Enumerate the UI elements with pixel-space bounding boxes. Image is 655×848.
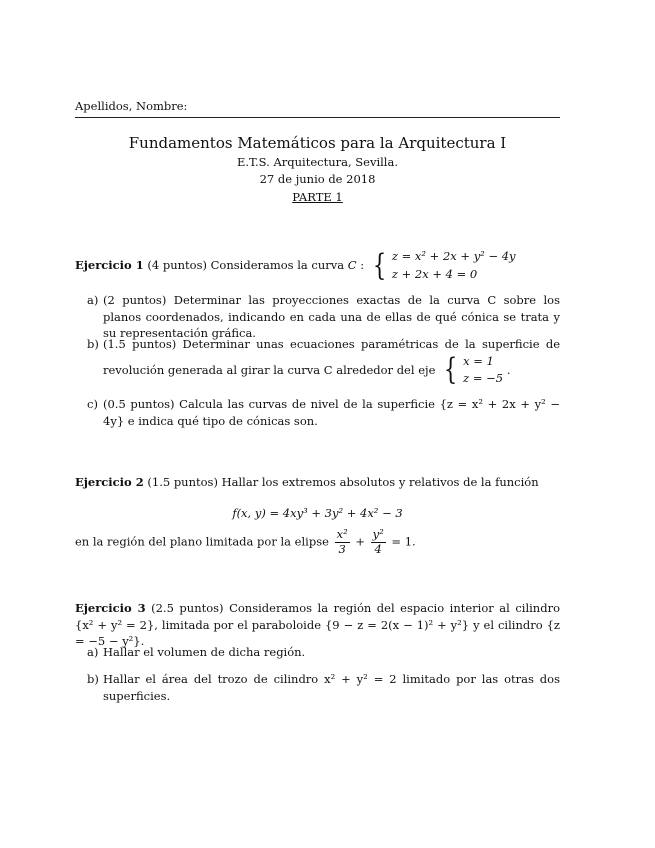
region-text: en la región del plano limitada por la elipse <box>75 534 329 549</box>
item-label: a) <box>87 645 99 659</box>
item-text: (2 puntos) Determinar las proyecciones exactas de la curva C sobre los planos coordenados, indicando en cada una de ellas de qué cónica se trata y su representación gráfica. <box>103 293 560 341</box>
exercise-3-statement <box>75 600 560 650</box>
item-label: c) <box>87 397 98 411</box>
name-field-label: Apellidos, Nombre: <box>75 98 560 118</box>
exercise-3-points: (2.5 puntos) <box>151 601 224 615</box>
exercise-2-intro: Hallar los extremos absolutos y relativos de la función <box>221 475 539 489</box>
exercise-2-statement <box>75 474 560 491</box>
item-text-body: (1.5 puntos) Determinar unas ecuaciones paramétricas de la superficie de revolución generada al girar la curva C alrededor del eje <box>103 337 560 377</box>
plus-sign: + <box>355 534 365 549</box>
curve-system: { z = x² + 2x + y² − 4y z + 2x + 4 = 0 <box>372 247 516 283</box>
item-label: a) <box>87 293 99 307</box>
exercise-1-label: Ejercicio 1 <box>75 257 144 272</box>
ellipse-rhs: = 1. <box>391 534 416 549</box>
exercise-1b <box>87 336 560 388</box>
school-name: E.T.S. Arquitectura, Sevilla. <box>237 154 398 169</box>
fraction-y: $\frac{\text{y²}}{4}$ <box>372 527 384 556</box>
item-label: b) <box>87 337 99 351</box>
axis-eq-2: z = −5 <box>463 371 504 386</box>
curve-eq-1: z = x² + 2x + y² − 4y <box>391 249 516 263</box>
exam-part: PARTE 1 <box>292 190 343 205</box>
exam-title: Fundamentos Matemáticos para la Arquitectura I <box>128 134 507 152</box>
item-text <box>103 336 560 388</box>
exercise-1-points: (4 puntos) <box>147 257 207 272</box>
item-text: Hallar el área del trozo de cilindro x² + y² = 2 limitado por las otras dos superficies. <box>103 672 560 703</box>
item-label: b) <box>87 672 99 686</box>
exam-header <box>75 134 560 207</box>
exercise-3-intro: Consideramos la región del espacio interior al cilindro {x² + y² = 2}, limitada por el paraboloide {9 − z = 2(x − 1)² + y²} y el cilindro {z = −5 − y²}. <box>75 601 561 649</box>
curve-eq-2: z + 2x + 4 = 0 <box>391 266 478 281</box>
axis-system: { x = 1 z = −5 <box>443 352 504 388</box>
curve-symbol: C <box>347 257 357 272</box>
item-text: (0.5 puntos) Calcula las curvas de nivel de la superficie {z = x² + 2x + y² − 4y} e indica qué tipo de cónicas son. <box>103 397 560 428</box>
exercise-1a <box>87 292 560 342</box>
exercise-2-points: (1.5 puntos) <box>147 475 218 489</box>
exercise-1-intro: Consideramos la curva <box>210 257 345 272</box>
fraction-x: $\frac{\text{x²}}{3}$ <box>336 527 348 556</box>
exercise-3-label: Ejercicio 3 <box>75 601 146 615</box>
item-text-end: . <box>506 362 511 377</box>
axis-eq-1: x = 1 <box>463 353 494 368</box>
exercise-3a <box>87 644 560 661</box>
exercise-3b <box>87 671 560 704</box>
function-formula: f(x, y) = 4xy³ + 3y² + 4x² − 3 <box>232 506 403 520</box>
exercise-1c <box>87 396 560 429</box>
exercise-2-region <box>75 528 560 557</box>
exercise-2-label: Ejercicio 2 <box>75 475 144 489</box>
item-text: Hallar el volumen de dicha región. <box>103 645 306 659</box>
exercise-1-statement: Ejercicio 1 (4 puntos) Consideramos la curva C : { z = x² + 2x + y² − 4y z + 2x + 4 = 0 <box>75 247 516 283</box>
exam-date: 27 de junio de 2018 <box>259 172 376 187</box>
